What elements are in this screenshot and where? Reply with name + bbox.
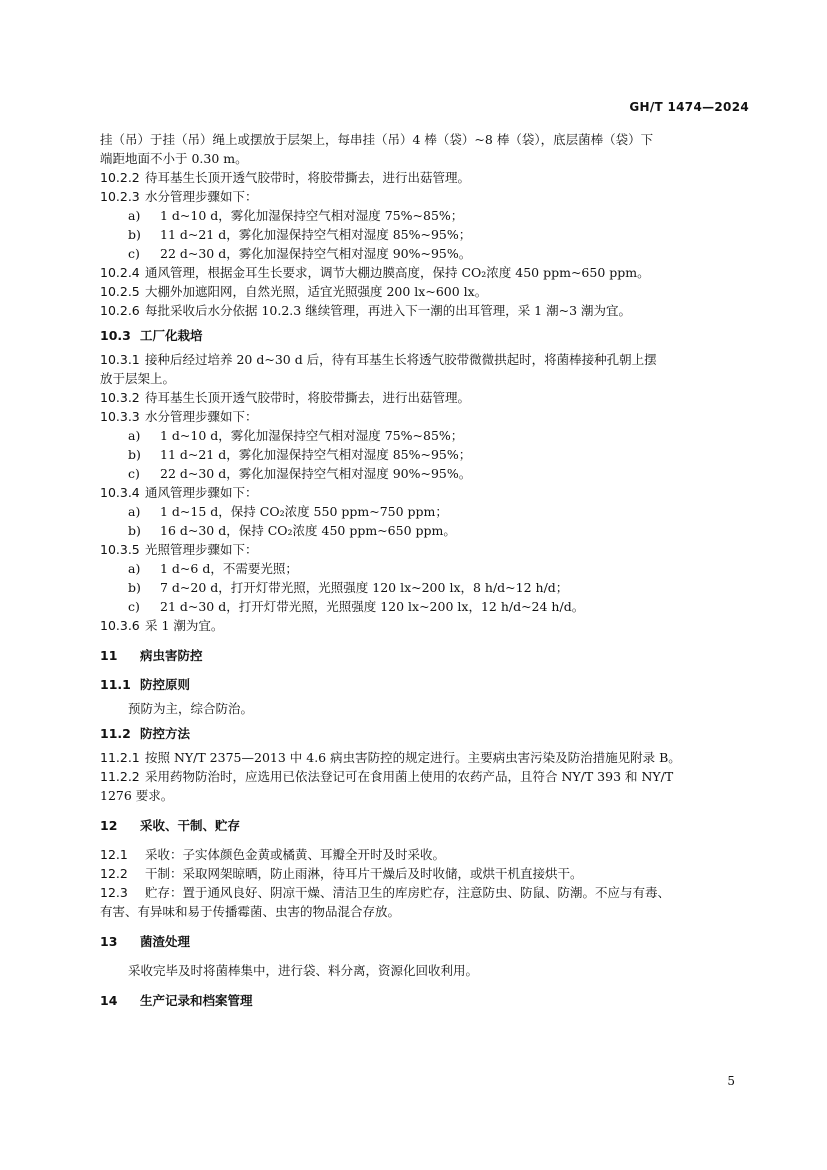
text-line: 挂（吊）于挂（吊）绳上或摆放于层架上，每串挂（吊）4 棒（袋）~8 棒（袋），底层菌棒（袋）下 (100, 132, 654, 147)
section-heading-10-3 (100, 326, 750, 345)
heading-text: 采收、干制、贮存 (140, 818, 241, 833)
heading-text: 菌渣处理 (140, 934, 191, 949)
heading-number: 12 (100, 818, 118, 833)
list-text: 21 d~30 d，打开灯带光照，光照强度 120 lx~200 lx，12 h/d~24 h/d。 (160, 599, 585, 614)
clause-text: 采 1 潮为宜。 (145, 618, 224, 633)
clause-text: 光照管理步骤如下： (145, 542, 258, 557)
heading-text: 防控方法 (140, 726, 191, 741)
clause-number: 10.2.5 (100, 284, 140, 299)
clause-12-2 (100, 864, 750, 883)
standard-code-header: GH/T 1474—2024 (629, 100, 749, 114)
list-label: c) (128, 246, 140, 261)
list-item (100, 578, 750, 597)
list-item (100, 426, 750, 445)
list-label: a) (128, 428, 141, 443)
clause-number: 11.2.1 (100, 750, 140, 765)
heading-text: 工厂化栽培 (140, 328, 203, 343)
clause-text: 按照 NY/T 2375—2013 中 4.6 病虫害防控的规定进行。主要病虫害污染及防治措施见附录 B。 (145, 750, 681, 765)
list-text: 1 d~6 d，不需要光照； (160, 561, 298, 576)
clause-10-3-5 (100, 540, 750, 559)
clause-text: 贮存：置于通风良好、阴凉干燥、清洁卫生的库房贮存，注意防虫、防鼠、防潮。不应与有毒、 (145, 885, 671, 900)
list-label: a) (128, 561, 141, 576)
clause-number: 10.2.6 (100, 303, 140, 318)
list-label: a) (128, 504, 141, 519)
clause-11-2-1 (100, 748, 750, 767)
paragraph: 采收完毕及时将菌棒集中，进行袋、料分离，资源化回收利用。 (128, 963, 479, 978)
clause-number: 10.3.4 (100, 485, 140, 500)
list-item (100, 206, 750, 225)
clause-number: 10.3.2 (100, 390, 140, 405)
page-content (100, 130, 750, 1020)
text-line: 端距地面不小于 0.30 m。 (100, 151, 248, 166)
list-item (100, 559, 750, 578)
clause-text: 采收：子实体颜色金黄或橘黄、耳瓣全开时及时采收。 (145, 847, 446, 862)
clause-number: 12.1 (100, 847, 128, 862)
clause-text: 水分管理步骤如下： (145, 189, 258, 204)
list-text: 16 d~30 d，保持 CO₂浓度 450 ppm~650 ppm。 (160, 523, 456, 538)
section-heading-11-2 (100, 724, 750, 743)
list-item (100, 597, 750, 616)
clause-number: 10.2.4 (100, 265, 140, 280)
clause-number: 10.2.3 (100, 189, 140, 204)
page-number: 5 (727, 1074, 735, 1088)
clause-text: 每批采收后水分依据 10.2.3 继续管理，再进入下一潮的出耳管理，采 1 潮~3 潮为宜。 (145, 303, 632, 318)
clause-text: 采用药物防治时，应选用已依法登记可在食用菌上使用的农药产品，且符合 NY/T 393 和 NY/T (145, 769, 674, 784)
list-item (100, 502, 750, 521)
clause-number: 10.3.3 (100, 409, 140, 424)
list-item (100, 445, 750, 464)
clause-text: 待耳基生长顶开透气胶带时，将胶带撕去，进行出菇管理。 (145, 170, 471, 185)
heading-number: 14 (100, 993, 118, 1008)
list-label: b) (128, 447, 141, 462)
list-text: 1 d~10 d，雾化加湿保持空气相对湿度 75%~85%； (160, 208, 464, 223)
heading-text: 防控原则 (140, 677, 191, 692)
clause-10-2-5 (100, 282, 750, 301)
text-line: 1276 要求。 (100, 788, 174, 803)
clause-text: 接种后经过培养 20 d~30 d 后，待有耳基生长将透气胶带微微拱起时，将菌棒接种孔朝上摆 (145, 352, 657, 367)
section-heading-11-1 (100, 675, 750, 694)
heading-text: 病虫害防控 (140, 648, 203, 663)
clause-10-2-3 (100, 187, 750, 206)
list-text: 1 d~15 d，保持 CO₂浓度 550 ppm~750 ppm； (160, 504, 448, 519)
list-label: b) (128, 523, 141, 538)
clause-10-3-4 (100, 483, 750, 502)
heading-number: 13 (100, 934, 118, 949)
list-item (100, 225, 750, 244)
chapter-heading-14 (100, 991, 750, 1010)
clause-text: 待耳基生长顶开透气胶带时，将胶带撕去，进行出菇管理。 (145, 390, 471, 405)
heading-number: 11.1 (100, 677, 131, 692)
clause-text: 通风管理步骤如下： (145, 485, 258, 500)
clause-number: 10.2.2 (100, 170, 140, 185)
list-item (100, 244, 750, 263)
clause-number: 10.3.6 (100, 618, 140, 633)
clause-11-2-2 (100, 767, 750, 786)
clause-text: 水分管理步骤如下： (145, 409, 258, 424)
clause-number: 10.3.5 (100, 542, 140, 557)
clause-10-3-2 (100, 388, 750, 407)
heading-number: 11 (100, 648, 118, 663)
clause-10-2-2 (100, 168, 750, 187)
clause-text: 干制：采取网架晾晒，防止雨淋，待耳片干燥后及时收储，或烘干机直接烘干。 (145, 866, 583, 881)
text-line: 有害、有异味和易于传播霉菌、虫害的物品混合存放。 (100, 904, 401, 919)
clause-12-3 (100, 883, 750, 902)
list-item (100, 464, 750, 483)
list-text: 11 d~21 d，雾化加湿保持空气相对湿度 85%~95%； (160, 227, 472, 242)
clause-10-2-4 (100, 263, 750, 282)
heading-number: 11.2 (100, 726, 131, 741)
text-line: 放于层架上。 (100, 371, 176, 386)
chapter-heading-13 (100, 932, 750, 951)
list-item (100, 521, 750, 540)
clause-text: 通风管理，根据金耳生长要求，调节大棚边膜高度，保持 CO₂浓度 450 ppm~650 ppm。 (145, 265, 650, 280)
clause-number: 12.3 (100, 885, 128, 900)
list-label: a) (128, 208, 141, 223)
chapter-heading-12 (100, 816, 750, 835)
paragraph: 预防为主，综合防治。 (128, 701, 254, 716)
clause-10-3-6 (100, 616, 750, 635)
clause-number: 10.3.1 (100, 352, 140, 367)
heading-number: 10.3 (100, 328, 131, 343)
list-text: 1 d~10 d，雾化加湿保持空气相对湿度 75%~85%； (160, 428, 464, 443)
clause-10-2-6 (100, 301, 750, 320)
list-text: 22 d~30 d，雾化加湿保持空气相对湿度 90%~95%。 (160, 466, 472, 481)
clause-10-3-1 (100, 350, 750, 369)
clause-number: 12.2 (100, 866, 128, 881)
list-label: b) (128, 580, 141, 595)
list-text: 11 d~21 d，雾化加湿保持空气相对湿度 85%~95%； (160, 447, 472, 462)
chapter-heading-11 (100, 646, 750, 665)
heading-text: 生产记录和档案管理 (140, 993, 253, 1008)
list-text: 22 d~30 d，雾化加湿保持空气相对湿度 90%~95%。 (160, 246, 472, 261)
clause-text: 大棚外加遮阳网，自然光照，适宜光照强度 200 lx~600 lx。 (145, 284, 488, 299)
clause-number: 11.2.2 (100, 769, 140, 784)
list-label: c) (128, 599, 140, 614)
list-label: b) (128, 227, 141, 242)
list-text: 7 d~20 d，打开灯带光照，光照强度 120 lx~200 lx，8 h/d~12 h/d； (160, 580, 569, 595)
clause-10-3-3 (100, 407, 750, 426)
list-label: c) (128, 466, 140, 481)
clause-12-1 (100, 845, 750, 864)
